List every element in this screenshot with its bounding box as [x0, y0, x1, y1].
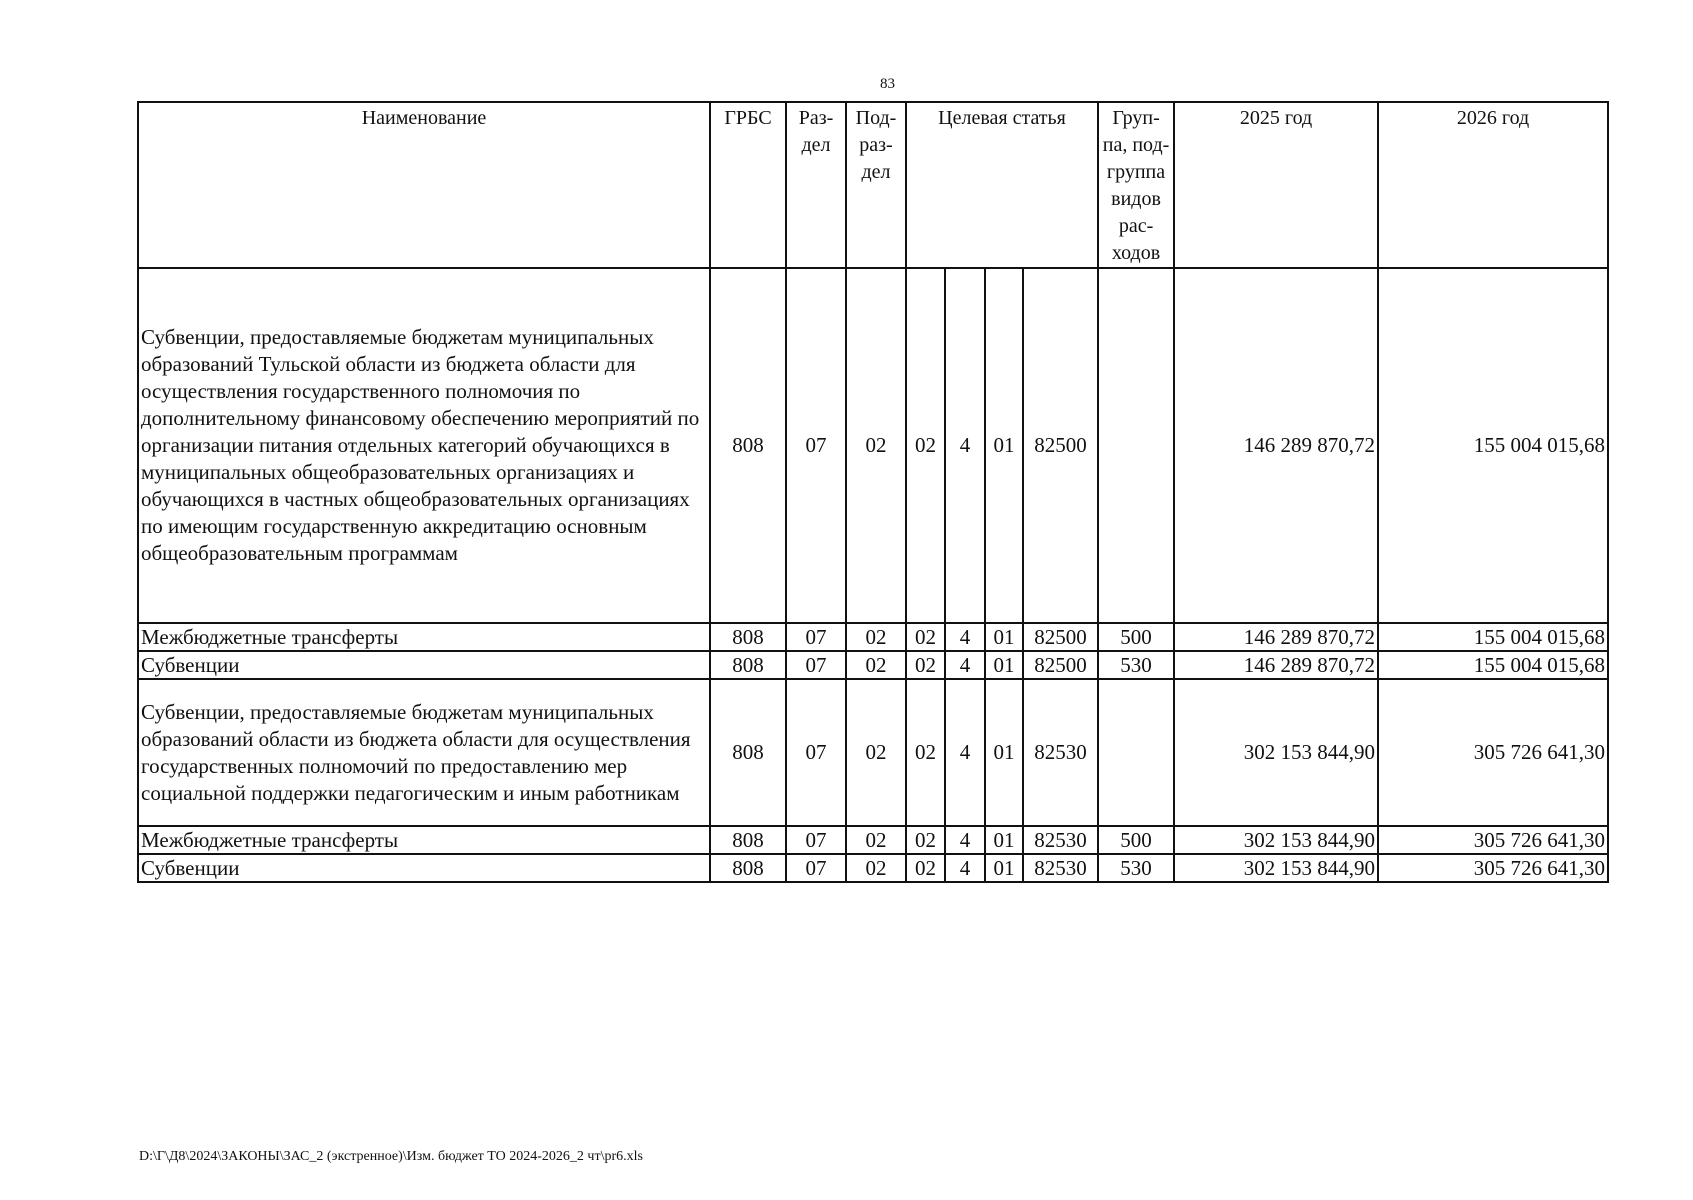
row-razdel: 07	[786, 679, 846, 826]
row-group: 500	[1098, 623, 1174, 651]
row-group	[1098, 268, 1174, 623]
row-name: Субвенции, предоставляемые бюджетам муниципальных образований области из бюджета области для осуществления государственных полномочий по предоставлению мер социальной поддержки педагогическим и иным работникам	[138, 679, 710, 826]
table-row	[138, 679, 1608, 826]
row-name: Межбюджетные трансферты	[138, 623, 710, 651]
row-podrazdel: 02	[846, 826, 906, 854]
row-target-2: 4	[945, 679, 985, 826]
row-amount-2025: 302 153 844,90	[1174, 854, 1378, 882]
row-target-1: 02	[906, 268, 945, 623]
row-name: Межбюджетные трансферты	[138, 826, 710, 854]
row-grbs: 808	[710, 268, 786, 623]
footer-file-path: D:\Г\Д8\2024\ЗАКОНЫ\ЗАС_2 (экстренное)\Изм. бюджет ТО 2024-2026_2 чт\pr6.xls	[139, 1149, 643, 1164]
row-grbs: 808	[710, 854, 786, 882]
row-amount-2026: 305 726 641,30	[1378, 854, 1608, 882]
page-number: 83	[880, 76, 895, 92]
row-group: 530	[1098, 651, 1174, 679]
row-razdel: 07	[786, 623, 846, 651]
row-amount-2025: 146 289 870,72	[1174, 651, 1378, 679]
row-amount-2026: 155 004 015,68	[1378, 623, 1608, 651]
row-target-3: 01	[985, 826, 1023, 854]
row-amount-2026: 155 004 015,68	[1378, 268, 1608, 623]
row-target-1: 02	[906, 679, 945, 826]
row-amount-2025: 302 153 844,90	[1174, 826, 1378, 854]
row-target-2: 4	[945, 651, 985, 679]
row-grbs: 808	[710, 826, 786, 854]
row-podrazdel: 02	[846, 854, 906, 882]
row-amount-2026: 305 726 641,30	[1378, 679, 1608, 826]
row-target-2: 4	[945, 623, 985, 651]
row-grbs: 808	[710, 623, 786, 651]
header-year-2025: 2025 год	[1174, 102, 1378, 268]
row-target-3: 01	[985, 854, 1023, 882]
row-podrazdel: 02	[846, 679, 906, 826]
row-group	[1098, 679, 1174, 826]
row-target-4: 82530	[1023, 679, 1098, 826]
row-razdel: 07	[786, 651, 846, 679]
header-podrazdel: Под- раз- дел	[846, 102, 906, 268]
row-podrazdel: 02	[846, 268, 906, 623]
row-razdel: 07	[786, 826, 846, 854]
row-target-2: 4	[945, 854, 985, 882]
row-target-3: 01	[985, 651, 1023, 679]
row-target-2: 4	[945, 268, 985, 623]
row-name: Субвенции, предоставляемые бюджетам муниципальных образований Тульской области из бюджета области для осуществления государственного полномочия по дополнительному финансовому обеспечению мероприятий по организации питания отдельных категорий обучающихся в муниципальных общеобразовательных организациях и обучающихся в частных общеобразовательных организациях по имеющим государственную аккредитацию основным общеобразовательным программам	[138, 268, 710, 623]
row-grbs: 808	[710, 679, 786, 826]
row-target-2: 4	[945, 826, 985, 854]
budget-table	[137, 101, 1609, 883]
row-target-3: 01	[985, 679, 1023, 826]
row-target-4: 82500	[1023, 651, 1098, 679]
table-row	[138, 623, 1608, 651]
row-amount-2026: 305 726 641,30	[1378, 826, 1608, 854]
row-amount-2025: 302 153 844,90	[1174, 679, 1378, 826]
table-row	[138, 268, 1608, 623]
row-grbs: 808	[710, 651, 786, 679]
header-grbs: ГРБС	[710, 102, 786, 268]
row-name: Субвенции	[138, 651, 710, 679]
row-target-1: 02	[906, 854, 945, 882]
header-year-2026: 2026 год	[1378, 102, 1608, 268]
row-target-3: 01	[985, 623, 1023, 651]
table-row	[138, 854, 1608, 882]
row-target-4: 82530	[1023, 826, 1098, 854]
row-target-4: 82530	[1023, 854, 1098, 882]
row-podrazdel: 02	[846, 651, 906, 679]
row-target-1: 02	[906, 826, 945, 854]
row-amount-2026: 155 004 015,68	[1378, 651, 1608, 679]
row-razdel: 07	[786, 854, 846, 882]
header-target-article: Целевая статья	[906, 102, 1098, 268]
table-row	[138, 826, 1608, 854]
row-name: Субвенции	[138, 854, 710, 882]
header-name: Наименование	[138, 102, 710, 268]
row-target-1: 02	[906, 623, 945, 651]
header-razdel: Раз- дел	[786, 102, 846, 268]
row-amount-2025: 146 289 870,72	[1174, 623, 1378, 651]
row-podrazdel: 02	[846, 623, 906, 651]
row-razdel: 07	[786, 268, 846, 623]
header-row	[138, 102, 1608, 268]
row-target-3: 01	[985, 268, 1023, 623]
row-group: 530	[1098, 854, 1174, 882]
row-target-1: 02	[906, 651, 945, 679]
row-target-4: 82500	[1023, 268, 1098, 623]
row-amount-2025: 146 289 870,72	[1174, 268, 1378, 623]
row-group: 500	[1098, 826, 1174, 854]
row-target-4: 82500	[1023, 623, 1098, 651]
header-group: Груп- па, под- группа видов рас- ходов	[1098, 102, 1174, 268]
table-row	[138, 651, 1608, 679]
